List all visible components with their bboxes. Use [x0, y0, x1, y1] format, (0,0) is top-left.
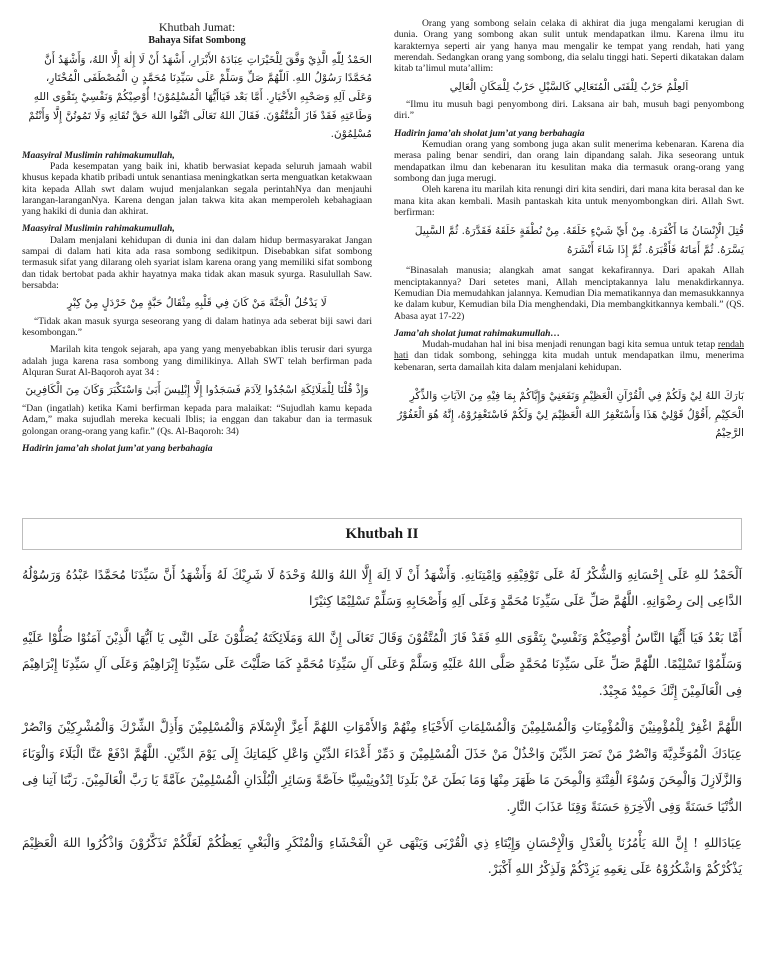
- khutbah1-right-column: [394, 18, 744, 447]
- document-title: Khutbah Jumat:: [158, 20, 236, 34]
- section-heading: Hadirin jama’ah sholat jum’at yang berbahagia: [22, 442, 213, 454]
- khutbah2-arabic-paragraph: اَلْحَمْدُ للهِ عَلَى إِحْسَانِهِ وَالشُّكْرُ لَهُ عَلَى تَوْفِيْقِهِ وَاِمْتِنَانِهِ. وَأَشْهَدُ أَنْ لَا اِلَهَ إِلَّا اللهُ وَاللهُ وَحْدَهُ لَا شَرِيْكَ لَهُ وَأَشْهَدُ أَنَّ سَيِّدَنَا مُحَمَّدًا عَبْدُهُ وَرَسُوْلُهُ الدَّاعِى إلىَ رِضْوَانِهِ. اللَّهُمَّ صَلِّ عَلَى سَيِّدِنَا مُحَمَّدٍ وَعَلَى اَلِهِ وَأَصْحَابِهِ وَسَلِّمْ تَسْلِيْمًا كِثيْرًا: [22, 568, 742, 609]
- verse-translation: “Binasalah manusia; alangkah amat sangat kekafirannya. Dari apakah Allah menciptakannya? Dari setetes mani, Allah menciptakannya lalu menakdirkannya. Kemudian Dia memudahkan jalannya. Kemudian Dia mematikannya dan memasukkannya ke dalam kubur, Kemudian bila Dia menghendaki, Dia membangkitkannya kembali.” (QS. Abasa ayat 17-22): [394, 265, 744, 322]
- hadith-translation: “Tidak akan masuk syurga seseorang yang di dalam hatinya ada seberat biji sawi dari kesombongan.”: [22, 315, 372, 339]
- paragraph: [394, 339, 744, 373]
- section-heading: Maasyiral Muslimin rahimakumullah,: [22, 223, 175, 235]
- document-subtitle: Bahaya Sifat Sombong: [148, 35, 246, 47]
- saying-translation: “Ilmu itu musuh bagi penyombong diri. Laksana air bah, musuh bagi penyombong diri.”: [394, 99, 744, 122]
- saying-arabic-text: اَلعِلْمُ حَرْبٌ لِلْفَتَى الْمُتَعَالِي كَالسَّيْلِ حَرْبٌ لِلْمَكَانِ الْعَالِي: [449, 80, 689, 93]
- khutbah1-left-column: [22, 18, 372, 454]
- text-run: Mudah-mudahan hal ini bisa menjadi renungan bagi kita semua untuk tetap: [422, 339, 718, 351]
- khutbah2-section: [22, 518, 742, 883]
- paragraph: Oleh karena itu marilah kita renungi diri kita sendiri, dari mana kita berasal dan ke mana kita akan kembali. Masih pantaskah kita untuk menyombongkan diri. Allah Swt. berfirman:: [394, 184, 744, 218]
- section-heading: Maasyiral Muslimin rahimakumullah,: [22, 149, 175, 161]
- closing-arabic-text: بَارَكَ اللهُ لِيْ وَلَكُمْ فِي الْقُرْآنِ الْعَظِيْمِ وَنَفَعَنِيْ وَإِيَّاكُمْ بِمَا فِيْهِ مِنَ الآيَاتِ وَالذِّكْرِ الْحَكِيْمِ ,أَقُوْلُ قَوْلِيْ هَذَا وَأَسْتَغْفِرُ اللهَ الْعَظِيْمَ لِيْ وَلَكُمْ فَاسْتَغْفِرُوْهُ، إِنَّهُ هُوَ الْغَفُوْرُ الرَّحِيْمُ: [397, 390, 744, 440]
- khutbah2-arabic-paragraph: اللَّهُمَّ اغْفِرْ لِلْمُؤْمِنِيْنَ وَالْمُؤْمِنَاتِ وَالْمُسْلِمِيْنَ وَالْمُسْلِمَاتِ اَلأَحْيَاءِ مِنْهُمْ وَالأَمْوَاتِ اللهُمَّ أَعِزَّ الْإِسْلَامَ وَالْمُسْلِمِيْنَ وَأَذِلَّ الشِّرْكَ وَالْمُشْرِكِيْنَ وَانْصُرْ عِبَادَكَ الْمُوَحِّدِيَّةَ وَانْصُرْ مَنْ نَصَرَ الدِّيْنَ وَاخْذُلْ مَنْ خَذَلَ الْمُسْلِمِيْنَ وَ دَمِّرْ أَعْدَاءَ الدِّيْنِ وَاعْلِ كَلِمَاتِكَ إِلَى يَوْمَ الدِّيْنِ. اللَّهُمَّ ادْفَعْ عَنَّا الْبَلَاءَ وَالْوَبَاءَ وَالزَّلَازِلَ وَالْمِحَنَ وَسُوْءَ الْفِتْنَةِ وَالْمِحَنَ مَا ظَهَرَ مِنْهَا وَمَا بَطَنَ عَنْ بَلَدِنَا اِنْدُونِيْسِيَّا خآصَّةً وَسَائِرِ الْبُلْدَانِ الْمُسْلِمِيْنَ عآمَّةً يَا رَبَّ الْعَالَمِيْنَ. رَبَّنَا آتِنا فِى الدُّنْيَا حَسَنَةً وَفِى الْآخِرَةِ حَسَنَةً وَقِنَا عَذَابَ النَّارِ.: [22, 720, 742, 814]
- section-heading: Hadirin jama’ah sholat jum’at yang berbahagia: [394, 127, 585, 139]
- paragraph: Orang yang sombong selain celaka di akhirat dia juga mengalami kerugian di dunia. Orang yang sombong akan sulit untuk mendapatkan ilmu. Karena ilmu itu karakternya seperti air yang hanya mau mengalir ke tempat yang rendah, hati yang merendah. Sedangkan orang yang sombong, dia selalu tinggi hati. Seperti dikatakan dalam kitab ta’limul muta’allim:: [394, 18, 744, 75]
- paragraph: Pada kesempatan yang baik ini, khatib berwasiat kepada seluruh jamaah wabil khusus kepada khatib pribadi untuk senantiasa meningkatkan serta menguatkan ketakwaan kita kepada Allah swt dalam wujud menjalankan segala perintahNya dan menjauhi larangan-laranganNya. Karena dengan jalan takwa kita akan memperoleh kebahagiaan yang hakiki di dunia dan akhirat.: [22, 160, 372, 218]
- paragraph: Dalam menjalani kehidupan di dunia ini dan dalam hidup bermasyarakat Jangan sampai di dalam hati kita ada rasa sombong sedikitpun. Disebabkan sifat sombong termasuk sifat yang dilarang oleh syariat islam karena orang yang memiliki sifat sombong dan tidak bertobat pada akhir hayatnya maka tidak akan masuk syurga. Rasulullah Saw. bersabda:: [22, 234, 372, 292]
- khutbah2-arabic-paragraph: عِبَادَاللهِ ! إِنَّ اللهَ يَأْمُرُنَا بِالْعَدْلِ وَالْإِحْسَانِ وَإِيْتَاءِ ذِي الْقُرْبَى وَيَنْهَى عَنِ الْفَحْشَاءِ وَالْمُنْكَرِ وَالْبَغْيِ يَعِظُكُمْ لَعَلَّكُمْ تَذَكَّرُوْنَ وَاذْكُرُوا اللهَ الْعَظِيْمَ يَذْكُرْكُمْ وَاشْكُرُوْهُ عَلَى نِعَمِهِ يَزِدْكُمْ وَلَذِكْرُ اللهِ أَكْبَرْ.: [22, 835, 742, 877]
- paragraph: Marilah kita tengok sejarah, apa yang yang menyebabkan iblis terusir dari syurga adalah juga karena rasa sombong yang dimilikinya. Allah SWT telah berfirman pada Alquran Surat Al-Baqoroh ayat 34 :: [22, 344, 372, 379]
- text-run: dan tidak sombong, sehingga kita mudah untuk mendapatkan ilmu, menerima kebenaran, serta damailah kita dalam menjalani kehidupan.: [394, 350, 744, 373]
- opening-arabic-text: الحَمْدُ لِلّٰهِ الَّذِيْ وَفَّقَ لِلْخَيْرَاتِ عِبَادَهُ الأَبْرَارِ، أَشْهَدُ أَنْ لَا إِلٰهَ إِلَّا اللهُ، وَأَشْهَدُ أَنَّ مُحَمَّدًا رَسُوْلُ اللهِ. اَللّٰهُمَّ صَلِّ وَسَلِّمْ عَلَى سَيِّدِنَا مُحَمَّدٍ نِ الْمُصْطَفَى الْمُخْتَارِ، وَعَلَى آلِهِ وَصَحْبِهِ الأَخْيَارِ. أَمَّا بَعْد فَيَاأَيُّهَا الْمُسْلِمُوْنَ! أُوْصِيْكُمْ وَنَفْسِيْ بِتَقْوَى اللهِ وَطَاعَتِهِ فَقَدْ فَازَ الْمُتَّقُوْنَ. فَقَالَ اللهُ تَعَالَى اتَّقُوا اللهَ حَقَّ تُقَاتِهِ وَلَا تَمُوتُنَّ إِلَّا وَأَنْتُمْ مُسْلِمُوْنَ.: [28, 53, 372, 141]
- paragraph: Kemudian orang yang sombong juga akan sulit menerima kebenaran. Karena dia merasa paling benar sendiri, dan orang lain dipandang salah. Jika seseorang untuk mendapatkan ilmu dan kebenaran itu kesulitan maka dia termasuk orang-orang yang sombong dan juga merugi.: [394, 139, 744, 184]
- khutbah2-title: Khutbah II: [345, 525, 419, 542]
- verse-arabic-text: قُتِلَ الْإِنْسَانُ مَا أَكْفَرَهُ. مِنْ أَيِّ شَيْءٍ خَلَقَهُ. مِنْ نُطْفَةٍ خَلَقَهُ فَقَدَّرَهُ. ثُمَّ السَّبِيلَ يَسَّرَهُ. ثُمَّ أَمَاتَهُ فَأَقْبَرَهُ. ثُمَّ إِذَا شَاءَ أَنْشَرَهُ: [414, 225, 744, 256]
- hadith-arabic-text: لَا يَدْخُلُ الْجَنَّةَ مَنْ كَانَ فِي قَلْبِهِ مِثْقَالُ حَبَّةٍ مِنْ خَرْدَلٍ مِنْ كِبْرٍ: [67, 297, 327, 310]
- khutbah2-arabic-paragraph: أَمَّا بَعْدُ فَيَا أَيُّهَا النَّاسُ أُوْصِيْكُمْ وَنَفْسِيْ بِتَقْوَى اللهِ فَقَدْ فَازَ الْمُتَّقُوْنَ وَقَالَ تَعَالَى إِنَّ اللهَ وَمَلَائِكَتَهُ يُصَلُّوْنَ عَلَى النَّبِى يَا اَيُّهَا الَّذِيْنَ آمَنُوْا صَلُّوْا عَلَيْهِ وَسَلِّمُوْا تَسْلِيْمًا. اللّٰهُمَّ صَلِّ عَلَى سَيِّدِنَا مُحَمَّدٍ صَلَّى اللهُ عَلَيْهِ وَسَلَّمْ وَعَلَى آلِ سَيِّدِنَا مُحَمَّدٍ كَمَا صَلَّيْتَ عَلَى سَيِّدِنَا إِبْرَاهِيْمَ وَعَلَى آلِ سَيِّدِنَا إِبْرَاهِيْمَ فِى الْعَالَمِيْنَ إِنَّكَ حَمِيْدٌ مَجِيْدٌ.: [22, 630, 742, 698]
- underlined-text: rendah hati: [394, 339, 744, 362]
- section-heading: Jama’ah sholat jumat rahimakumullah…: [394, 327, 561, 339]
- verse-arabic-text: وَإِذْ قُلْنَا لِلْمَلَائِكَةِ اسْجُدُوا لِآدَمَ فَسَجَدُوا إِلَّا إِبْلِيسَ أَبَىٰ وَاسْتَكْبَرَ وَكَانَ مِنَ الْكَافِرِينَ: [25, 384, 369, 397]
- verse-translation: “Dan (ingatlah) ketika Kami berfirman kepada para malaikat: “Sujudlah kamu kepada Adam,” maka sujudlah mereka kecuali Iblis; ia enggan dan takabur dan ia termasuk golongan orang-orang yang kafir.” (Qs. Al-Baqoroh: 34): [22, 402, 372, 437]
- khutbah2-title-box: [22, 518, 742, 550]
